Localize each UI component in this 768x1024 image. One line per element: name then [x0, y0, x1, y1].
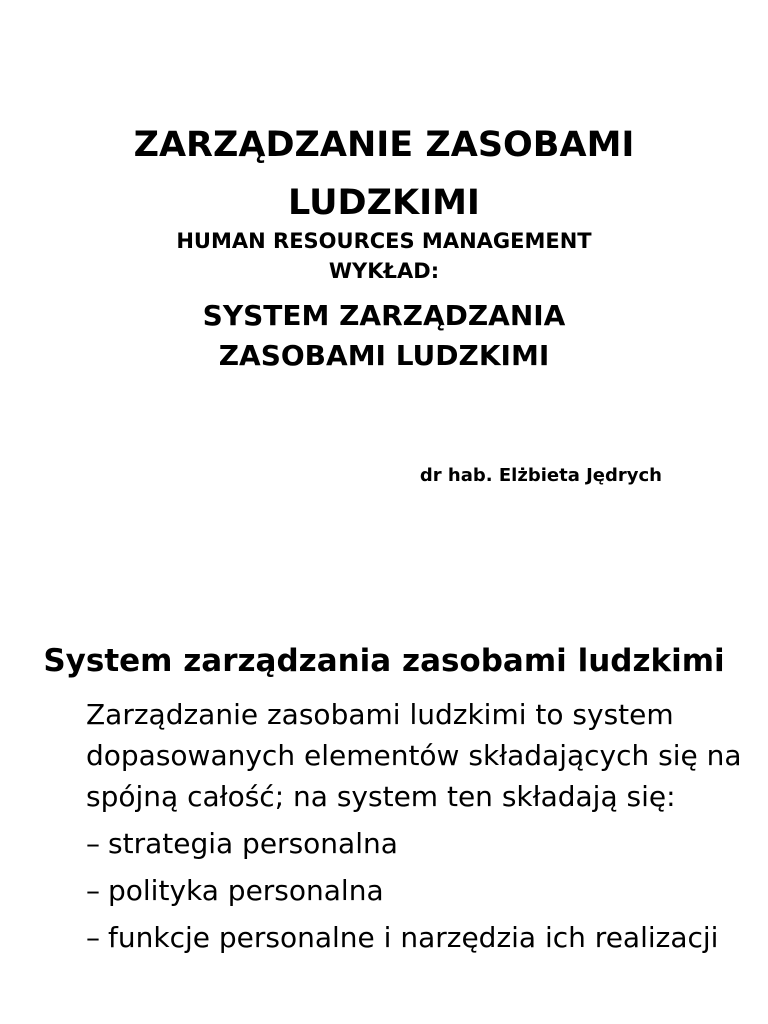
- intro-line: Zarządzanie zasobami ludzkimi to system: [86, 698, 674, 731]
- list-item-text: funkcje personalne i narzędzia ich realizacji: [108, 921, 719, 954]
- list-item-text: strategia personalna: [108, 827, 398, 860]
- lecture-title-line: SYSTEM ZARZĄDZANIA: [202, 299, 566, 332]
- dash-bullet-icon: –: [86, 827, 100, 860]
- intro-line: dopasowanych elementów składających się na: [86, 739, 742, 772]
- course-title: [0, 116, 768, 232]
- slide-title: System zarządzania zasobami ludzkimi: [43, 643, 725, 679]
- lecture-label: WYKŁAD:: [328, 259, 440, 283]
- intro-paragraph: [86, 694, 746, 817]
- dash-bullet-icon: –: [86, 921, 100, 954]
- course-title-line: ZARZĄDZANIE ZASOBAMI: [133, 125, 635, 165]
- list-item-text: polityka personalna: [108, 874, 384, 907]
- list-item: [86, 820, 746, 867]
- english-title: HUMAN RESOURCES MANAGEMENT: [176, 229, 592, 253]
- content-slide: [0, 600, 768, 1024]
- author-name: dr hab. Elżbieta Jędrych: [419, 465, 662, 486]
- lecture-title: [0, 296, 768, 376]
- bullet-list: [86, 820, 746, 961]
- list-item: [86, 914, 746, 961]
- list-item: [86, 867, 746, 914]
- dash-bullet-icon: –: [86, 874, 100, 907]
- intro-line: spójną całość; na system ten składają się:: [86, 780, 676, 813]
- lecture-title-line: ZASOBAMI LUDZKIMI: [218, 339, 550, 372]
- course-subtitle: [0, 226, 768, 286]
- course-title-line: LUDZKIMI: [288, 183, 480, 223]
